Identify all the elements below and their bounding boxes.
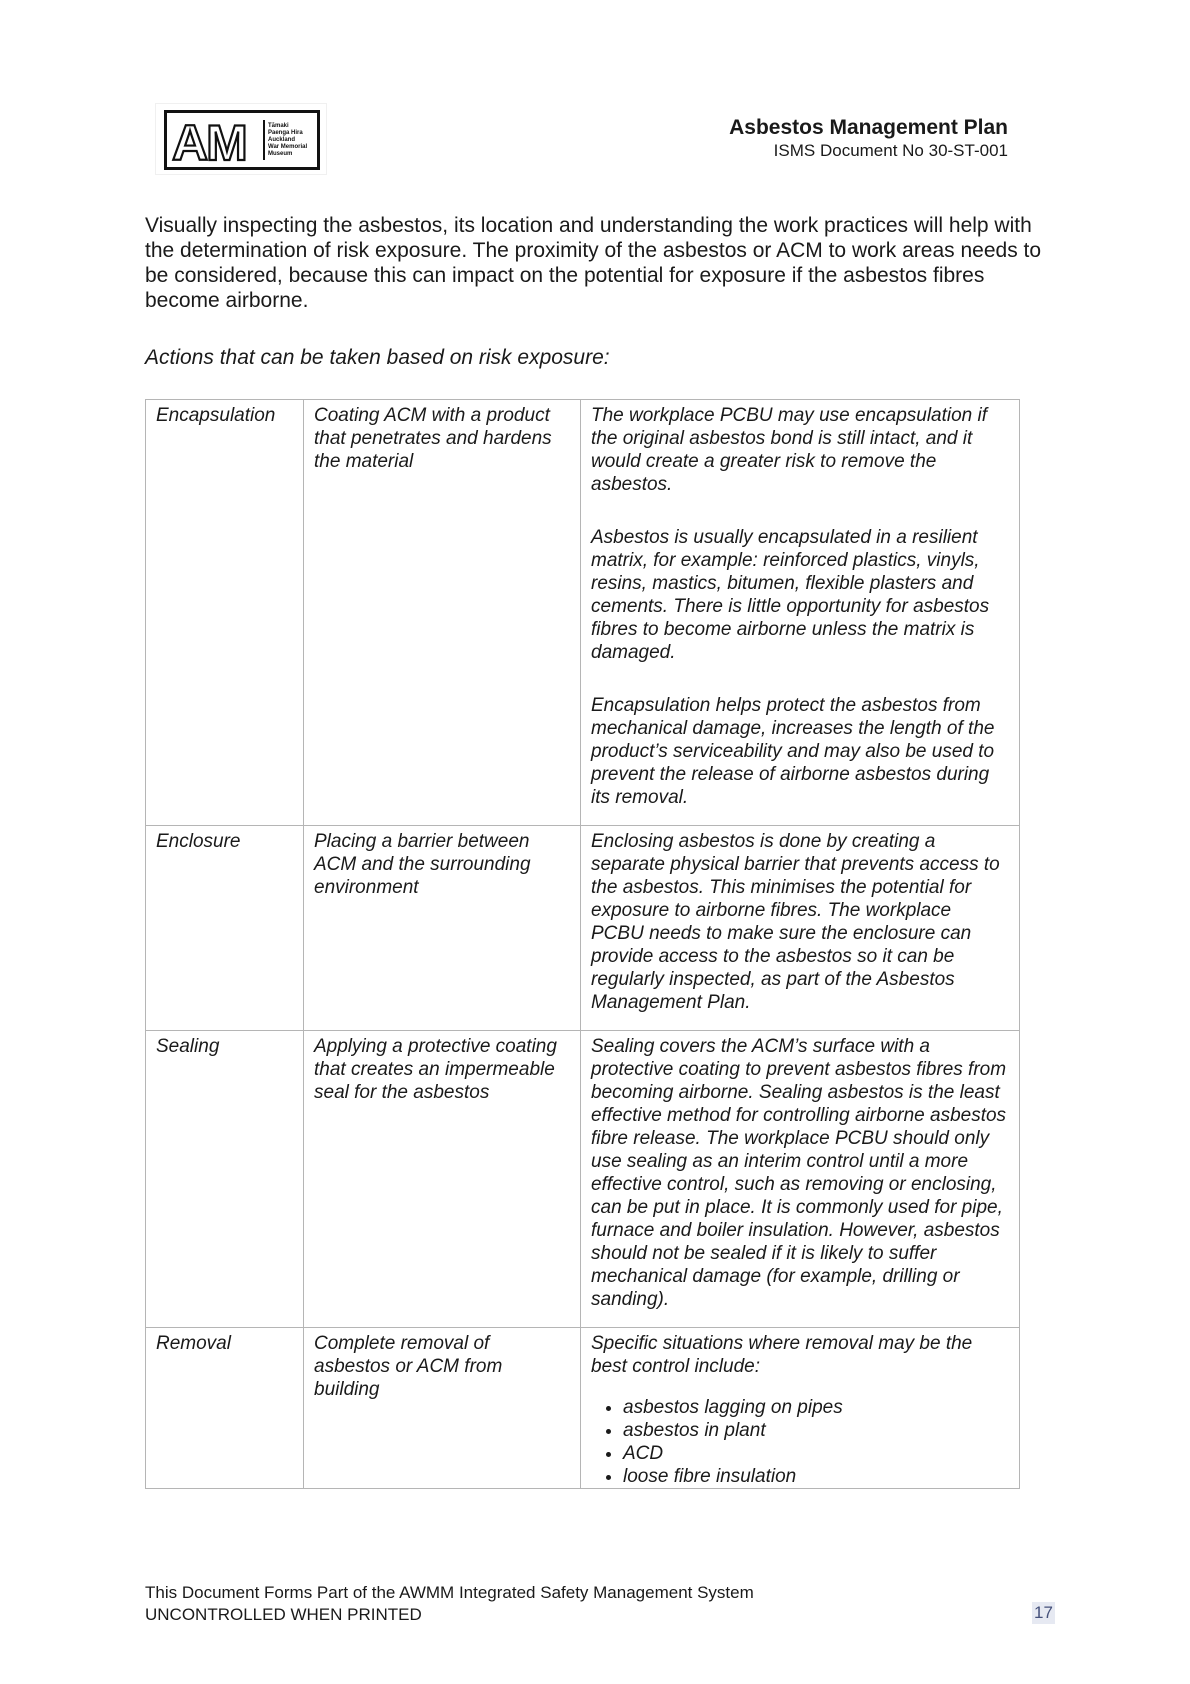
table-row bbox=[146, 826, 1020, 1031]
action-description-cell bbox=[581, 400, 1020, 826]
action-description-cell bbox=[581, 1031, 1020, 1328]
page-footer bbox=[145, 1582, 754, 1626]
description-paragraph: Enclosing asbestos is done by creating a separate physical barrier that prevents access to the asbestos. This minimises the potential for exposure to airborne fibres. The workplace PCBU needs to make sure the enclosure can provide access to the asbestos so it can be regularly inspected, as part of the Asbestos Management Plan. bbox=[591, 831, 1000, 1013]
action-name-cell: Encapsulation bbox=[146, 400, 304, 826]
removal-situations-list bbox=[591, 1396, 1009, 1488]
document-number: ISMS Document No 30-ST-001 bbox=[773, 141, 1008, 160]
footer-line: UNCONTROLLED WHEN PRINTED bbox=[145, 1605, 422, 1624]
action-definition-cell: Coating ACM with a product that penetrates and hardens the material bbox=[304, 400, 581, 826]
logo-org-line: Tāmaki bbox=[268, 123, 289, 129]
document-title: Asbestos Management Plan bbox=[729, 116, 1008, 139]
description-paragraph: The workplace PCBU may use encapsulation if the original asbestos bond is still intact, and it would create a greater risk to remove the asbestos. bbox=[591, 405, 988, 495]
description-paragraph: Specific situations where removal may be the best control include: bbox=[591, 1333, 973, 1377]
list-item: • ACD bbox=[623, 1442, 1009, 1465]
list-item: • loose fibre insulation bbox=[623, 1465, 1009, 1488]
action-description-cell bbox=[581, 1328, 1020, 1489]
risk-actions-table bbox=[145, 399, 1020, 1489]
footer-line: This Document Forms Part of the AWMM Integrated Safety Management System bbox=[145, 1583, 754, 1602]
document-header bbox=[729, 116, 1008, 161]
action-definition-cell: Applying a protective coating that creates an impermeable seal for the asbestos bbox=[304, 1031, 581, 1328]
table-row bbox=[146, 1031, 1020, 1328]
description-paragraph: Sealing covers the ACM’s surface with a protective coating to prevent asbestos fibres from becoming airborne. Sealing asbestos is the least effective method for controlling airborne asbestos fibre release. The workplace PCBU should only use sealing as an interim control until a more effective control, such as removing or enclosing, can be put in place. It is commonly used for pipe, furnace and boiler insulation. However, asbestos should not be sealed if it is likely to suffer mechanical damage (for example, drilling or sanding). bbox=[591, 1036, 1007, 1310]
logo-org-line: War Memorial bbox=[268, 144, 308, 150]
list-item: • asbestos lagging on pipes bbox=[623, 1396, 1009, 1419]
action-name-cell: Enclosure bbox=[146, 826, 304, 1031]
list-item: • asbestos in plant bbox=[623, 1419, 1009, 1442]
museum-logo-mark bbox=[164, 110, 320, 170]
table-row bbox=[146, 400, 1020, 826]
table-row bbox=[146, 1328, 1020, 1489]
action-name-cell: Sealing bbox=[146, 1031, 304, 1328]
description-paragraph: Encapsulation helps protect the asbestos from mechanical damage, increases the length of the product’s serviceability and may also be used to prevent the release of airborne asbestos during its removal. bbox=[591, 695, 995, 808]
action-definition-cell: Complete removal of asbestos or ACM from building bbox=[304, 1328, 581, 1489]
logo-org-line: Museum bbox=[268, 151, 293, 157]
action-name-cell: Removal bbox=[146, 1328, 304, 1489]
logo-letters: AM bbox=[172, 115, 246, 170]
intro-paragraph: Visually inspecting the asbestos, its location and understanding the work practices will help with the determination of risk exposure. The proximity of the asbestos or ACM to work areas needs to be considered, because this can impact on the potential for exposure if the asbestos fibres become airborne. bbox=[145, 214, 1042, 312]
actions-heading: Actions that can be taken based on risk exposure: bbox=[145, 346, 610, 369]
logo-org-line: Auckland bbox=[268, 137, 296, 143]
page-number: 17 bbox=[1034, 1603, 1053, 1622]
action-definition-cell: Placing a barrier between ACM and the surrounding environment bbox=[304, 826, 581, 1031]
logo-org-line: Paenga Hira bbox=[268, 130, 303, 136]
museum-logo bbox=[155, 103, 327, 175]
description-paragraph: Asbestos is usually encapsulated in a resilient matrix, for example: reinforced plastics, vinyls, resins, mastics, bitumen, flexible plasters and cements. There is little opportunity for asbestos fibres to become airborne unless the matrix is damaged. bbox=[591, 527, 990, 663]
action-description-cell bbox=[581, 826, 1020, 1031]
